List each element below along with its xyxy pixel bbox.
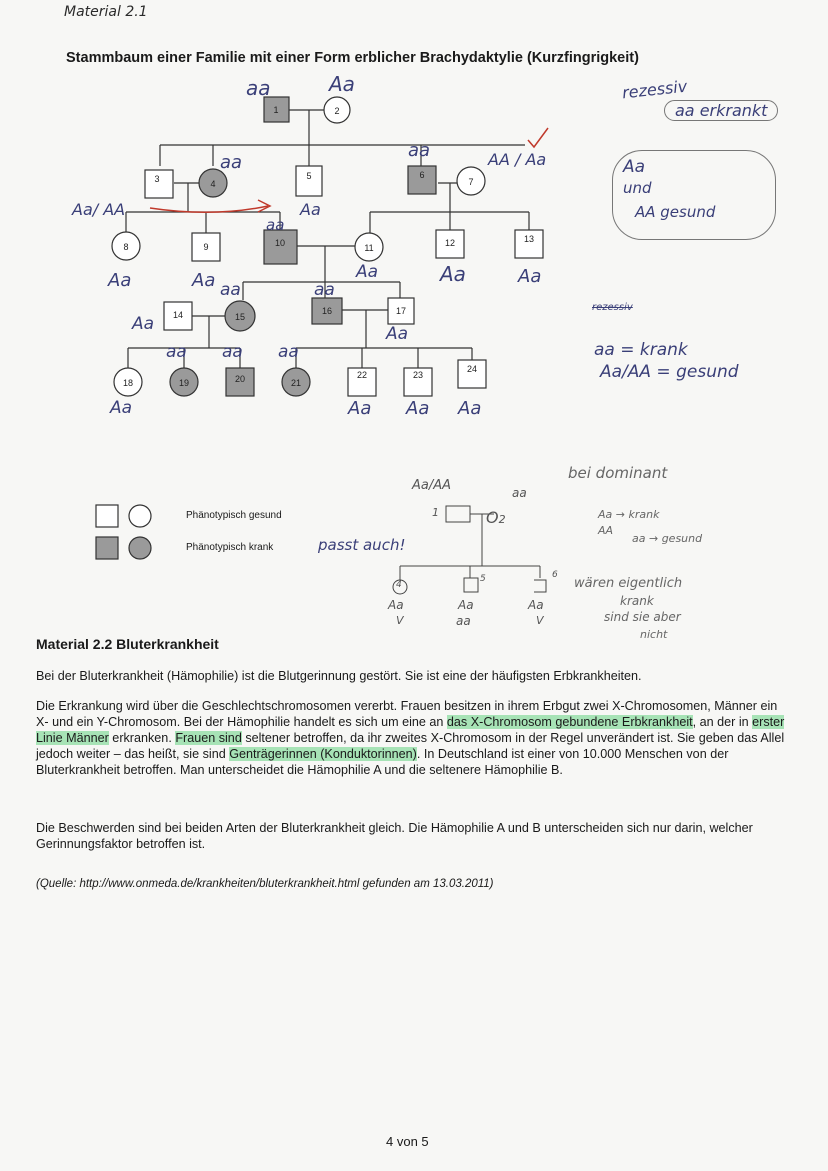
anno-g2-2: Aa	[300, 200, 321, 219]
anno-g5-5: Aa	[348, 398, 372, 419]
p2-highlight-4: Genträgerinnen (Konduktorinnen)	[229, 747, 417, 761]
note-dom-2: AA	[598, 524, 614, 537]
num-14: 14	[172, 310, 184, 320]
num-20: 20	[234, 374, 246, 384]
note-rezessiv-struck: rezessiv	[592, 302, 633, 313]
anno-g3-1: Aa	[108, 270, 132, 291]
anno-g4-3: aa	[314, 280, 335, 300]
note-waeren-1: wären eigentlich	[574, 576, 683, 591]
mini-c2: Aa	[458, 598, 474, 612]
paragraph-1: Bei der Bluterkrankheit (Hämophilie) ist die Blutgerinnung gestört. Sie ist eine der häufigsten Erbkrankheiten.	[36, 669, 642, 683]
p2-highlight-1: das X-Chromosom gebundene Erbkrankheit	[446, 715, 693, 729]
num-13: 13	[523, 234, 535, 244]
mini-c1: Aa	[388, 598, 404, 612]
p2-text-b: , an der in	[692, 715, 753, 729]
num-2: 2	[334, 106, 340, 116]
num-17: 17	[395, 306, 407, 316]
paragraph-2	[36, 698, 786, 778]
num-9: 9	[203, 242, 209, 252]
source-citation: (Quelle: http://www.onmeda.de/krankheiten/bluterkrankheit.html gefunden am 13.03.2011)	[36, 878, 494, 890]
mini-top: Aa/AA	[412, 478, 452, 493]
p2-highlight-2: erster Linie Männer	[36, 715, 785, 745]
legend-square-sick	[96, 537, 118, 559]
note-aa-gesund-2: Aa/AA = gesund	[600, 362, 739, 382]
num-19: 19	[178, 378, 190, 388]
note-dom-1: Aa → krank	[598, 508, 660, 521]
note-und: und	[623, 179, 652, 197]
mini-n5: 5	[480, 574, 486, 584]
anno-g5-3: aa	[278, 342, 299, 362]
note-aa-erkrankt: aa erkrankt	[664, 100, 778, 121]
note-dom-3: aa → gesund	[632, 532, 703, 545]
anno-g2-1: aa	[220, 152, 243, 173]
anno-g5-2: aa	[222, 342, 243, 362]
num-7: 7	[468, 177, 474, 187]
red-arrow-icon	[150, 200, 270, 212]
num-21: 21	[290, 378, 302, 388]
anno-g5-6: Aa	[406, 398, 430, 419]
legend	[96, 505, 151, 559]
mini-passt-auch: passt auch!	[318, 536, 406, 554]
note-aa: Aa	[623, 157, 646, 177]
num-12: 12	[444, 238, 456, 248]
pedigree-title: Stammbaum einer Familie mit einer Form erblicher Brachydaktylie (Kurzfingrigkeit)	[66, 50, 639, 66]
legend-square-healthy	[96, 505, 118, 527]
material-22-heading: Material 2.2 Bluterkrankheit	[36, 636, 219, 652]
num-1: 1	[273, 105, 279, 115]
num-10: 10	[274, 238, 286, 248]
num-4: 4	[210, 179, 216, 189]
note-waeren-3: sind sie aber	[604, 610, 681, 624]
note-aa-gesund: AA gesund	[635, 203, 716, 221]
num-11: 11	[364, 243, 374, 253]
note-waeren-4: nicht	[640, 628, 668, 641]
p2-text-d: seltener betroffen, da ihr zweites X-Chromosom in der Regel unverändert ist. Sie geben das Allel jedoch weiter – das heißt, sie sind	[36, 731, 785, 761]
mini-n4: 4	[396, 580, 402, 590]
anno-g3-5: Aa	[440, 262, 466, 286]
num-8: 8	[123, 242, 129, 252]
anno-g3-3: aa	[266, 216, 285, 234]
mini-n2: 2	[498, 513, 506, 526]
anno-left: Aa/ AA	[72, 200, 126, 219]
mini-check-1: V	[396, 614, 404, 627]
p2-highlight-3: Frauen sind	[175, 731, 242, 745]
num-24: 24	[466, 364, 478, 374]
note-aa-und-aa-box	[612, 150, 776, 240]
mini-n6: 6	[552, 570, 558, 580]
mini-n2-circle: O2	[486, 508, 506, 527]
num-3: 3	[154, 174, 160, 184]
mini-c2b: aa	[456, 614, 471, 628]
p2-text-c: erkranken.	[108, 731, 176, 745]
anno-g4-1: Aa	[132, 314, 155, 334]
anno-g2-3: aa	[408, 140, 431, 161]
anno-g1-2: Aa	[329, 72, 355, 96]
anno-g5-4: Aa	[110, 398, 133, 418]
note-aa-krank: aa = krank	[594, 340, 688, 360]
paragraph-3: Die Beschwerden sind bei beiden Arten der Bluterkrankheit gleich. Die Hämophilie A und B unterscheiden sich nur darin, welcher Gerinnungsfaktor betroffen ist.	[36, 821, 753, 851]
p2-text-e: . In Deutschland ist einer von 10.000 Menschen von der Bluterkrankheit betroffen. Man unterscheidet die Hämophilie A und die seltenere Hämophilie B.	[36, 747, 729, 777]
anno-g3-4: Aa	[356, 262, 379, 282]
anno-g3-6: Aa	[518, 266, 542, 287]
p2-text-a: Die Erkrankung wird über die Geschlechtschromosomen vererbt. Frauen besitzen in ihrem Erbgut zwei X-Chromosomen, Männer ein X- und ein Y-Chromosom. Bei der Hämophilie handelt es sich um eine an	[36, 699, 778, 729]
mini-c3: Aa	[528, 598, 544, 612]
mini-diagram	[393, 506, 546, 594]
anno-g5-7: Aa	[458, 398, 482, 419]
num-18: 18	[122, 378, 134, 388]
anno-g5-1: aa	[166, 342, 187, 362]
anno-g4-4: Aa	[386, 324, 409, 344]
anno-g1-1: aa	[246, 76, 271, 100]
mini-n1: 1	[432, 506, 439, 519]
legend-sick-label: Phänotypisch krank	[186, 542, 274, 553]
anno-g2-4: AA / Aa	[488, 150, 547, 169]
num-16: 16	[321, 306, 333, 316]
red-check-icon	[528, 128, 548, 147]
legend-circle-sick	[129, 537, 151, 559]
legend-healthy-label: Phänotypisch gesund	[186, 510, 282, 521]
num-5: 5	[306, 171, 312, 181]
material-label: Material 2.1	[64, 4, 148, 20]
anno-g3-2: Aa	[192, 270, 216, 291]
note-rezessiv: rezessiv	[621, 76, 689, 103]
mini-check-2: V	[536, 614, 544, 627]
num-22: 22	[356, 370, 368, 380]
page-number: 4 von 5	[386, 1134, 429, 1149]
num-23: 23	[412, 370, 424, 380]
num-15: 15	[234, 312, 246, 322]
note-waeren-2: krank	[620, 594, 654, 608]
mini-aa: aa	[512, 486, 527, 500]
legend-circle-healthy	[129, 505, 151, 527]
num-6: 6	[419, 170, 425, 180]
anno-g4-2: aa	[220, 280, 241, 300]
note-bei-dominant: bei dominant	[568, 464, 668, 482]
